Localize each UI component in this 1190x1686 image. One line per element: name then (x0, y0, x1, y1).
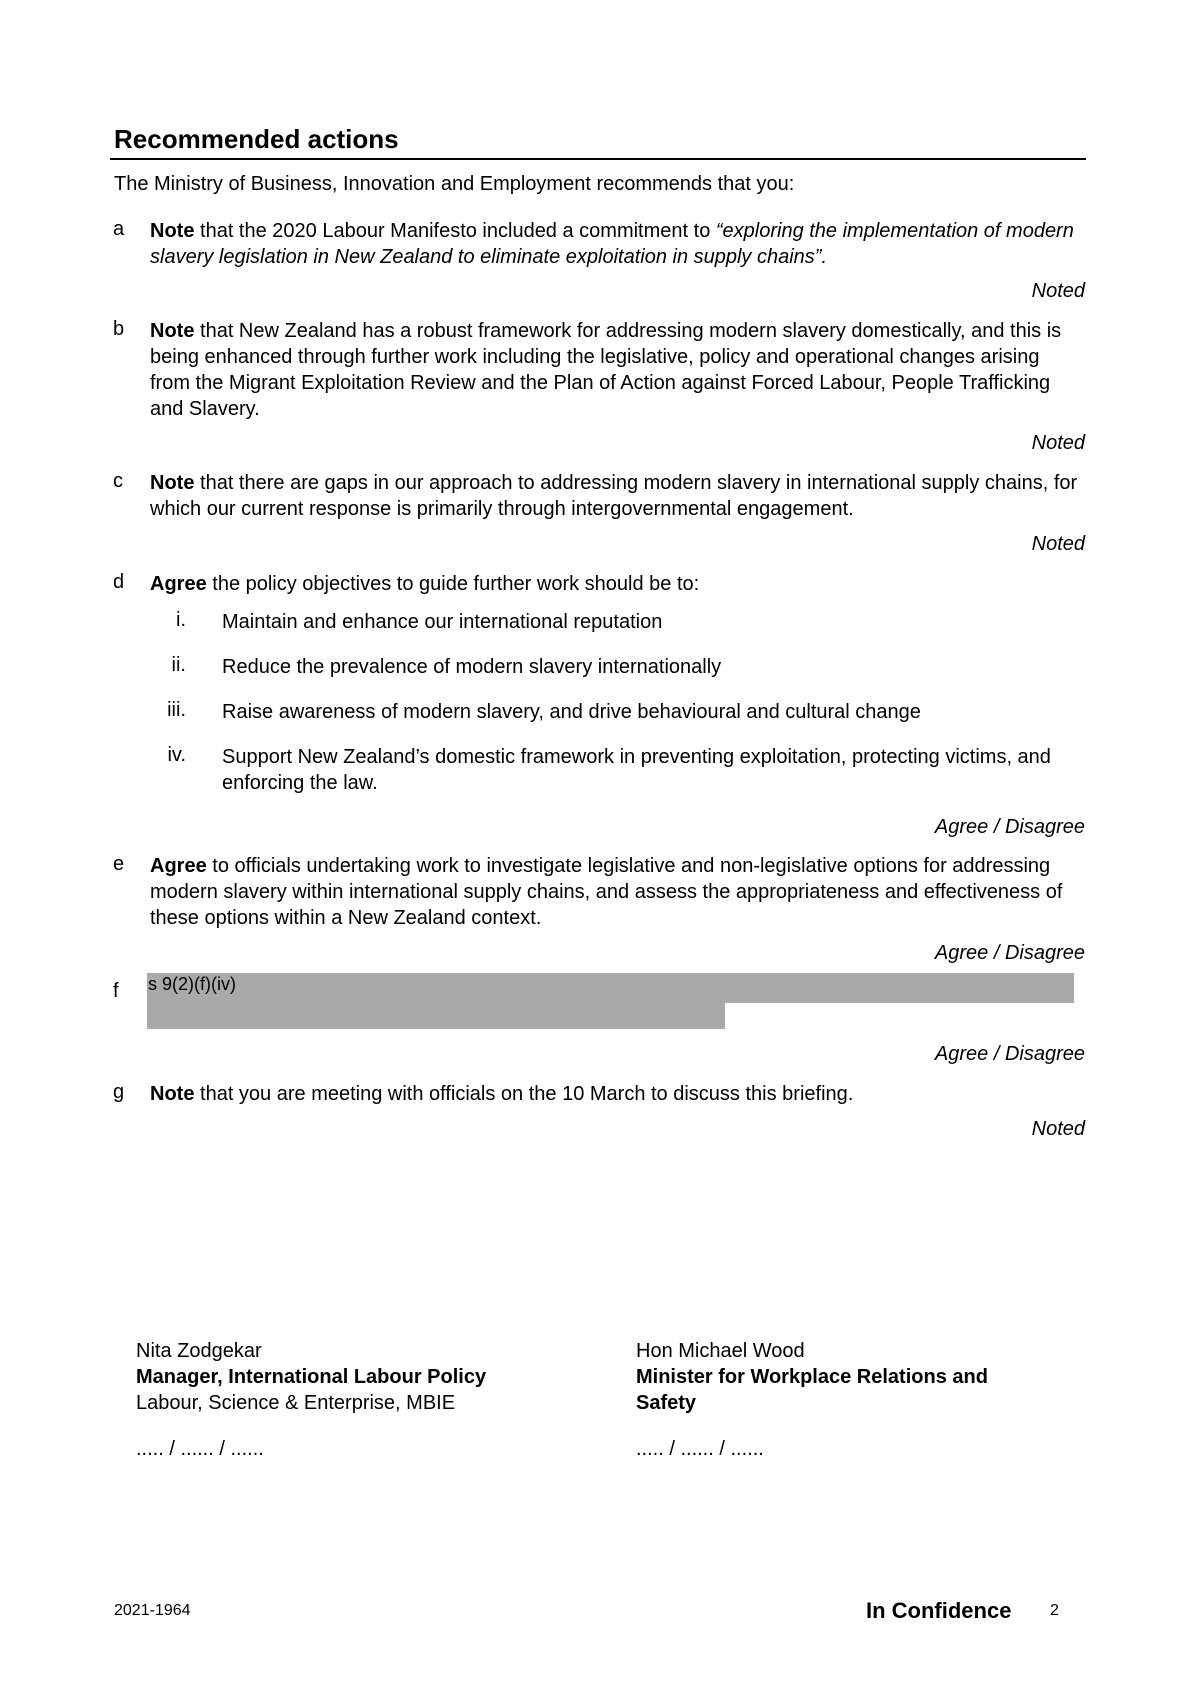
signatory-org: Labour, Science & Enterprise, MBIE (136, 1392, 456, 1414)
response-label: Noted (1031, 432, 1085, 454)
item-letter: g (113, 1081, 125, 1103)
response-label: Noted (1031, 1118, 1085, 1140)
signatory-name: Nita Zodgekar (136, 1340, 262, 1362)
classification-label: In Confidence (866, 1598, 1012, 1623)
item-verb: Note (150, 320, 195, 342)
item-text: Note that there are gaps in our approach to addressing modern slavery in international supply chains, for which our current response is primarily through intergovernmental engagement. (150, 472, 1078, 520)
list-number: iv. (167, 744, 186, 766)
item-letter: e (113, 853, 125, 875)
item-text: Note that the 2020 Labour Manifesto included a commitment to “exploring the implementation of modern slavery legislation in New Zealand to eliminate exploitation in supply chains”. (150, 220, 1074, 268)
item-text: Agree to officials undertaking work to investigate legislative and non-legislative options for addressing modern slavery within international supply chains, and assess the appropriateness and effectiveness of these options within a New Zealand context. (150, 855, 1063, 929)
signatory-title: Manager, International Labour Policy (136, 1366, 487, 1388)
redaction-block (147, 1003, 725, 1029)
date-field: ..... / ...... / ...... (136, 1438, 264, 1460)
response-label: Noted (1031, 280, 1085, 302)
list-number: ii. (171, 654, 186, 676)
item-verb: Note (150, 220, 195, 242)
list-item: Raise awareness of modern slavery, and drive behavioural and cultural change (222, 701, 921, 723)
page-number: 2 (1050, 1602, 1059, 1619)
item-verb: Note (150, 1083, 195, 1105)
list-number: iii. (167, 699, 186, 721)
item-letter: d (113, 571, 125, 593)
signatory-title: Minister for Workplace Relations and (636, 1366, 988, 1388)
item-letter: a (113, 218, 125, 240)
redaction-block (147, 973, 1074, 1003)
date-field: ..... / ...... / ...... (636, 1438, 764, 1460)
response-label: Agree / Disagree (934, 816, 1085, 838)
signatory-name: Hon Michael Wood (636, 1340, 805, 1362)
item-text: Note that New Zealand has a robust framework for addressing modern slavery domestically, and this is being enhanced through further work including the legislative, policy and operational changes arising from the Migrant Exploitation Review and the Plan of Action against Forced Labour, People Trafficking and Slavery. (150, 320, 1062, 420)
redaction-label: s 9(2)(f)(iv) (148, 974, 236, 994)
list-item: Support New Zealand’s domestic framework in preventing exploitation, protecting victims, and enforcing the law. (222, 746, 1051, 794)
item-letter: c (113, 470, 123, 492)
response-label: Noted (1031, 533, 1085, 555)
item-text: Agree the policy objectives to guide further work should be to: (150, 573, 700, 595)
item-letter: b (113, 318, 125, 340)
list-number: i. (176, 609, 186, 631)
item-verb: Agree (150, 855, 207, 877)
item-verb: Agree (150, 573, 207, 595)
intro-text: The Ministry of Business, Innovation and Employment recommends that you: (114, 173, 795, 195)
document-number: 2021-1964 (114, 1602, 191, 1619)
manifesto-quote: “exploring the implementation of modern slavery legislation in New Zealand to eliminate exploitation in supply chains”. (150, 220, 1074, 268)
signatory-title-cont: Safety (636, 1392, 697, 1414)
response-label: Agree / Disagree (934, 1043, 1085, 1065)
item-letter: f (113, 980, 119, 1002)
response-label: Agree / Disagree (934, 942, 1085, 964)
item-verb: Note (150, 472, 195, 494)
heading-rule (110, 158, 1086, 160)
list-item: Reduce the prevalence of modern slavery internationally (222, 656, 722, 678)
item-text: Note that you are meeting with officials on the 10 March to discuss this briefing. (150, 1083, 854, 1105)
list-item: Maintain and enhance our international reputation (222, 611, 663, 633)
section-heading: Recommended actions (114, 124, 399, 154)
